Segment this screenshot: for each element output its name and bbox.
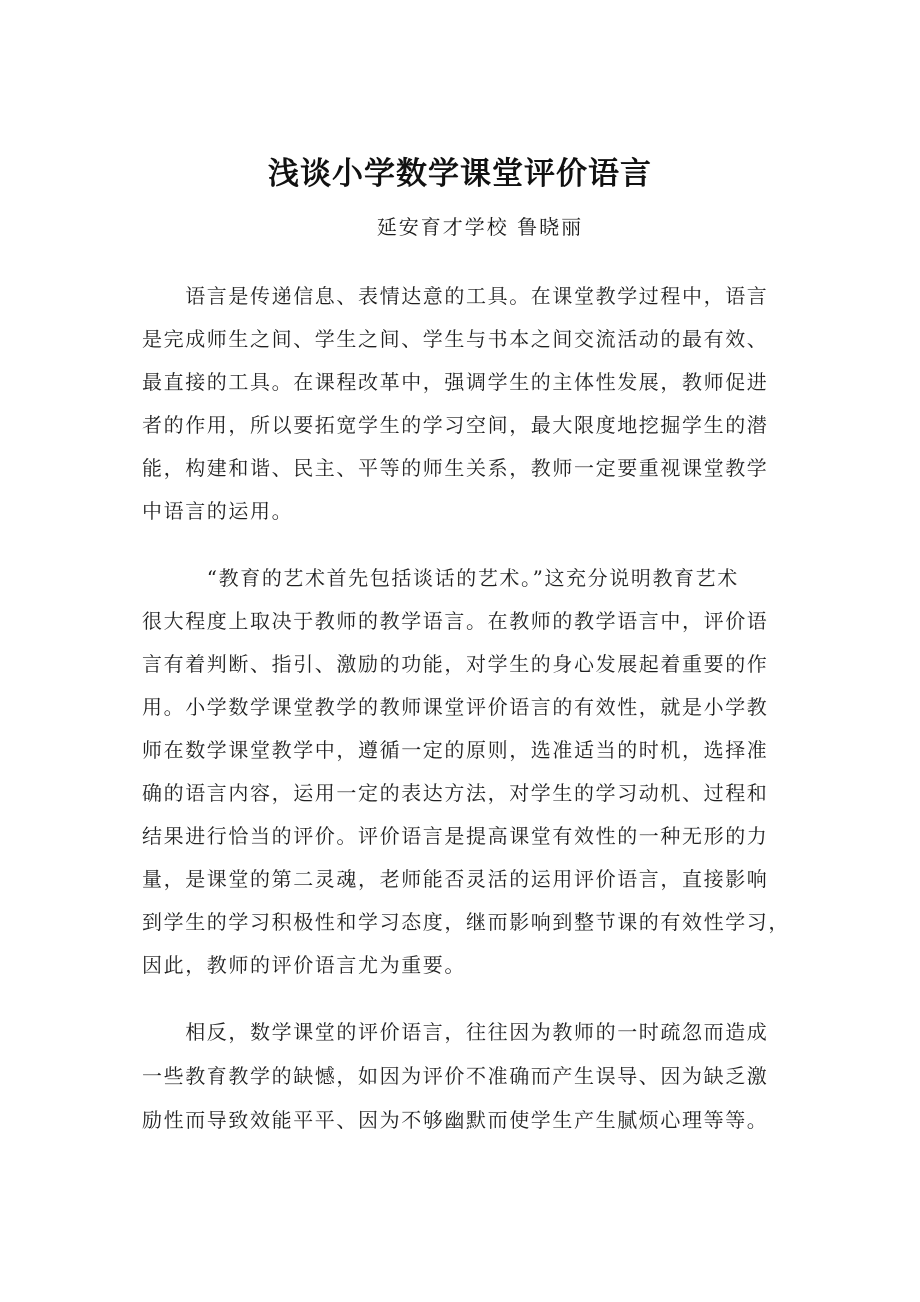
paragraph-line: 量，是课堂的第二灵魂，老师能否灵活的运用评价语言，直接影响 <box>142 867 769 891</box>
paragraph-line: 师在数学课堂教学中，遵循一定的原则，选准适当的时机，选择准 <box>142 738 769 762</box>
paragraph-3 <box>142 1010 768 1142</box>
paragraph-line: 能，构建和谐、民主、平等的师生关系，教师一定要重视课堂教学 <box>142 456 769 480</box>
paragraph-line: 相反，数学课堂的评价语言，往往因为教师的一时疏忽而造成 <box>142 1020 769 1044</box>
paragraph-line: 言有着判断、指引、激励的功能，对学生的身心发展起着重要的作 <box>142 652 769 676</box>
paragraph-line: 很大程度上取决于教师的教学语言。在教师的教学语言中，评价语 <box>142 609 769 633</box>
paragraph-line: 用。小学数学课堂教学的教师课堂评价语言的有效性，就是小学教 <box>142 695 769 719</box>
paragraph-line: 因此，教师的评价语言尤为重要。 <box>142 953 466 977</box>
paragraph-line: 是完成师生之间、学生之间、学生与书本之间交流活动的最有效、 <box>142 327 769 351</box>
document-title: 浅谈小学数学课堂评价语言 <box>268 156 652 192</box>
paragraph-line: “教育的艺术首先包括谈话的艺术。”这充分说明教育艺术 <box>142 566 739 590</box>
paragraph-line: 确的语言内容，运用一定的表达方法，对学生的学习动机、过程和 <box>142 781 769 805</box>
paragraph-line: 语言是传递信息、表情达意的工具。在课堂教学过程中，语言 <box>142 284 769 308</box>
paragraph-1 <box>142 275 768 533</box>
paragraph-line: 中语言的运用。 <box>142 499 294 523</box>
paragraph-line: 结果进行恰当的评价。评价语言是提高课堂有效性的一种无形的力 <box>142 824 769 848</box>
paragraph-line: 者的作用，所以要拓宽学生的学习空间，最大限度地挖掘学生的潜 <box>142 413 769 437</box>
paragraph-2 <box>142 557 790 987</box>
author-byline: 延安育才学校 鲁晓丽 <box>376 215 584 239</box>
paragraph-line: 一些教育教学的缺憾，如因为评价不准确而产生误导、因为缺乏激 <box>142 1064 769 1088</box>
paragraph-line: 励性而导致效能平平、因为不够幽默而使学生产生腻烦心理等等。 <box>142 1108 769 1132</box>
paragraph-line: 最直接的工具。在课程改革中，强调学生的主体性发展，教师促进 <box>142 370 769 394</box>
paragraph-line: 到学生的学习积极性和学习态度，继而影响到整节课的有效性学习， <box>142 910 790 934</box>
